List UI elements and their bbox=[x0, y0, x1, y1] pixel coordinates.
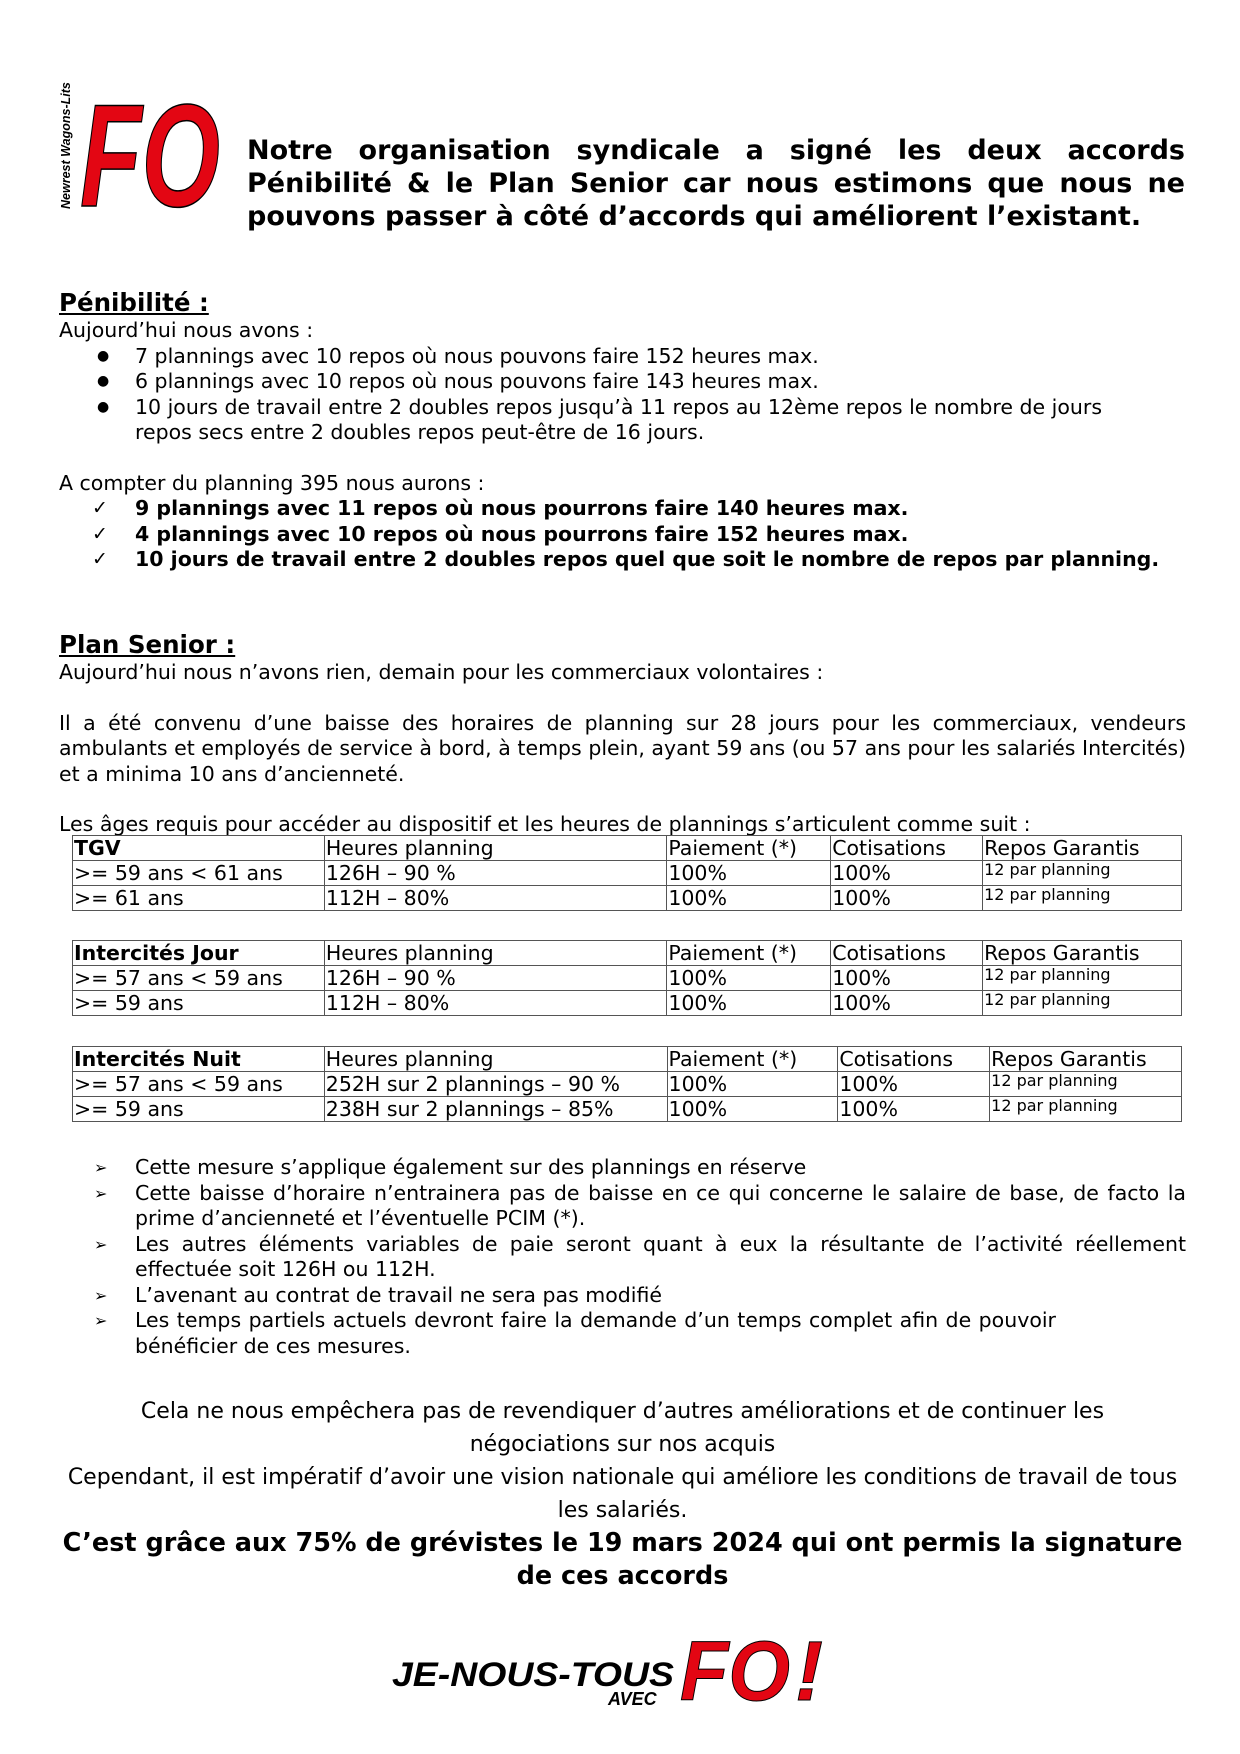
table-cell: >= 61 ans bbox=[73, 886, 325, 911]
table-header-row bbox=[73, 941, 1182, 966]
table-header-cell: Cotisations bbox=[831, 941, 983, 966]
bullet-icon: ● bbox=[97, 398, 110, 415]
list-item: ✓ 10 jours de travail entre 2 doubles repos quel que soit le nombre de repos par planning. bbox=[92, 547, 1160, 571]
table-cell: 100% bbox=[831, 966, 983, 991]
arrow-bullet-icon: ➢ bbox=[94, 1158, 108, 1177]
penibilite-today-list bbox=[59, 344, 1186, 446]
table-cell: 100% bbox=[831, 991, 983, 1016]
table-header-cell: Paiement (*) bbox=[667, 1047, 838, 1072]
table-cell: >= 57 ans < 59 ans bbox=[73, 966, 325, 991]
table-header-cell: Repos Garantis bbox=[983, 836, 1182, 861]
svg-text:AVEC: AVEC bbox=[608, 1689, 657, 1709]
table-header-cell: Repos Garantis bbox=[983, 941, 1182, 966]
table-cell: 12 par planning bbox=[983, 966, 1182, 991]
svg-text:FO: FO bbox=[80, 74, 220, 237]
notes-list bbox=[59, 1155, 1186, 1359]
closing-line-1: Cela ne nous empêchera pas de revendiquer d’autres améliorations et de continuer les négociations sur nos acquis bbox=[140, 1399, 1105, 1457]
table-cell: 100% bbox=[831, 861, 983, 886]
table-header-cell: Heures planning bbox=[324, 941, 666, 966]
list-item: ➢ Cette baisse d’horaire n’entrainera pas de baisse en ce qui concerne le salaire de base, de facto la prime d’ancienneté et l’éventuelle PCIM (*). bbox=[94, 1180, 1186, 1230]
slogan-logo bbox=[390, 1624, 850, 1718]
svg-text:JE-NOUS-TOUS: JE-NOUS-TOUS bbox=[392, 1656, 675, 1694]
table-cell: 12 par planning bbox=[983, 886, 1182, 911]
penibilite-future-list bbox=[59, 496, 1186, 573]
table-cell: 112H – 80% bbox=[324, 991, 666, 1016]
table-cell: 12 par planning bbox=[983, 861, 1182, 886]
table-header-cell: Intercités Jour bbox=[73, 941, 325, 966]
table-cell: 238H sur 2 plannings – 85% bbox=[324, 1097, 667, 1122]
svg-text:Newrest Wagons-Lits: Newrest Wagons-Lits bbox=[59, 82, 73, 209]
list-item: ● 6 plannings avec 10 repos où nous pouvons faire 143 heures max. bbox=[97, 369, 819, 393]
table-row bbox=[73, 991, 1182, 1016]
table-cell: 12 par planning bbox=[990, 1072, 1182, 1097]
list-item: ➢ L’avenant au contrat de travail ne sera pas modifié bbox=[94, 1282, 663, 1307]
table-header-cell: Paiement (*) bbox=[667, 941, 831, 966]
table-header-cell: Paiement (*) bbox=[667, 836, 831, 861]
table-cell: 100% bbox=[667, 1097, 838, 1122]
table-row bbox=[73, 886, 1182, 911]
svg-text:!: ! bbox=[795, 1624, 823, 1718]
table-header-row bbox=[73, 836, 1182, 861]
table-header-cell: Repos Garantis bbox=[990, 1047, 1182, 1072]
table-cell: 12 par planning bbox=[983, 991, 1182, 1016]
table-cell: 100% bbox=[838, 1097, 990, 1122]
tgv-table bbox=[72, 835, 1182, 911]
fo-logo bbox=[58, 74, 224, 237]
table-header-cell: Heures planning bbox=[324, 1047, 667, 1072]
bullet-icon: ● bbox=[97, 373, 110, 389]
plan-senior-line: Aujourd’hui nous n’avons rien, demain pour les commerciaux volontaires : bbox=[59, 660, 824, 684]
list-item: ● 7 plannings avec 10 repos où nous pouvons faire 152 heures max. bbox=[97, 343, 819, 368]
bullet-icon: ● bbox=[97, 347, 110, 364]
arrow-bullet-icon: ➢ bbox=[94, 1183, 108, 1203]
table-cell: >= 59 ans < 61 ans bbox=[73, 861, 325, 886]
table-row bbox=[73, 861, 1182, 886]
table-cell: 100% bbox=[667, 966, 831, 991]
checkmark-icon: ✓ bbox=[92, 548, 108, 570]
svg-text:FO: FO bbox=[680, 1624, 790, 1718]
table-cell: 100% bbox=[667, 1072, 838, 1097]
table-cell: 100% bbox=[831, 886, 983, 911]
table-header-cell: Heures planning bbox=[324, 836, 666, 861]
table-cell: 112H – 80% bbox=[324, 886, 666, 911]
checkmark-icon: ✓ bbox=[92, 522, 108, 545]
list-item: ➢ Les temps partiels actuels devront faire la demande d’un temps complet afin de pouvoir bénéficier de ces mesures. bbox=[94, 1308, 1056, 1358]
list-item: ➢ Cette mesure s’applique également sur des plannings en réserve bbox=[94, 1155, 807, 1179]
list-item: ✓ 9 plannings avec 11 repos où nous pourrons faire 140 heures max. bbox=[92, 496, 909, 520]
table-header-row bbox=[73, 1047, 1182, 1072]
list-item: ● 10 jours de travail entre 2 doubles repos jusqu’à 11 repos au 12ème repos le nombre de jours repos secs entre 2 doubles repos peut-être de 16 jours. bbox=[97, 394, 1102, 444]
table-header-cell: TGV bbox=[73, 836, 325, 861]
table-header-cell: Cotisations bbox=[838, 1047, 990, 1072]
closing-bold: C’est grâce aux 75% de grévistes le 19 mars 2024 qui ont permis la signature de ces accords bbox=[62, 1528, 1183, 1591]
penibilite-future-label: A compter du planning 395 nous aurons : bbox=[59, 470, 485, 495]
list-item: ➢ Les autres éléments variables de paie seront quant à eux la résultante de l’activité réellement effectuée soit 126H ou 112H. bbox=[94, 1231, 1186, 1281]
list-item: ✓ 4 plannings avec 10 repos où nous pourrons faire 152 heures max. bbox=[92, 521, 909, 546]
table-cell: 252H sur 2 plannings – 90 % bbox=[324, 1072, 667, 1097]
notes-section bbox=[59, 1155, 1186, 1359]
penibilite-title: Pénibilité : bbox=[59, 288, 209, 317]
table-cell: >= 59 ans bbox=[73, 1097, 325, 1122]
arrow-bullet-icon: ➢ bbox=[94, 1311, 108, 1330]
table-cell: >= 57 ans < 59 ans bbox=[73, 1072, 325, 1097]
checkmark-icon: ✓ bbox=[92, 497, 108, 519]
arrow-bullet-icon: ➢ bbox=[94, 1234, 108, 1254]
intercites-jour-table bbox=[72, 940, 1182, 1016]
plan-senior-paragraph: Il a été convenu d’une baisse des horaires de planning sur 28 jours pour les commerciaux, vendeurs ambulants et employés de service à bord, à temps plein, ayant 59 ans (ou 57 ans pour les salariés Intercités) et a minima 10 ans d’ancienneté. bbox=[59, 710, 1186, 786]
table-cell: 100% bbox=[667, 886, 831, 911]
penibilite-today-label: Aujourd’hui nous avons : bbox=[59, 318, 314, 342]
table-cell: 126H – 90 % bbox=[324, 861, 666, 886]
table-cell: 100% bbox=[667, 861, 831, 886]
table-row bbox=[73, 1097, 1182, 1122]
table-header-cell: Intercités Nuit bbox=[73, 1047, 325, 1072]
intercites-nuit-table bbox=[72, 1046, 1182, 1122]
table-row bbox=[73, 966, 1182, 991]
plan-senior-section bbox=[59, 630, 1186, 838]
table-header-cell: Cotisations bbox=[831, 836, 983, 861]
arrow-bullet-icon: ➢ bbox=[94, 1285, 108, 1305]
table-cell: 100% bbox=[838, 1072, 990, 1097]
table-cell: 126H – 90 % bbox=[324, 966, 666, 991]
tables-intro: Les âges requis pour accéder au dispositif et les heures de plannings s’articulent comme suit : bbox=[59, 812, 1031, 836]
plan-senior-title: Plan Senior : bbox=[59, 630, 236, 659]
table-cell: 12 par planning bbox=[990, 1097, 1182, 1122]
table-cell: 100% bbox=[667, 991, 831, 1016]
intro-statement: Notre organisation syndicale a signé les deux accords Pénibilité & le Plan Senior car nous estimons que nous ne pouvons passer à côté d’accords qui améliorent l’existant. bbox=[247, 135, 1185, 232]
table-cell: >= 59 ans bbox=[73, 991, 325, 1016]
penibilite-section bbox=[59, 288, 1186, 573]
closing-line-2: Cependant, il est impératif d’avoir une vision nationale qui améliore les conditions de travail de tous les salariés. bbox=[67, 1465, 1178, 1523]
table-row bbox=[73, 1072, 1182, 1097]
